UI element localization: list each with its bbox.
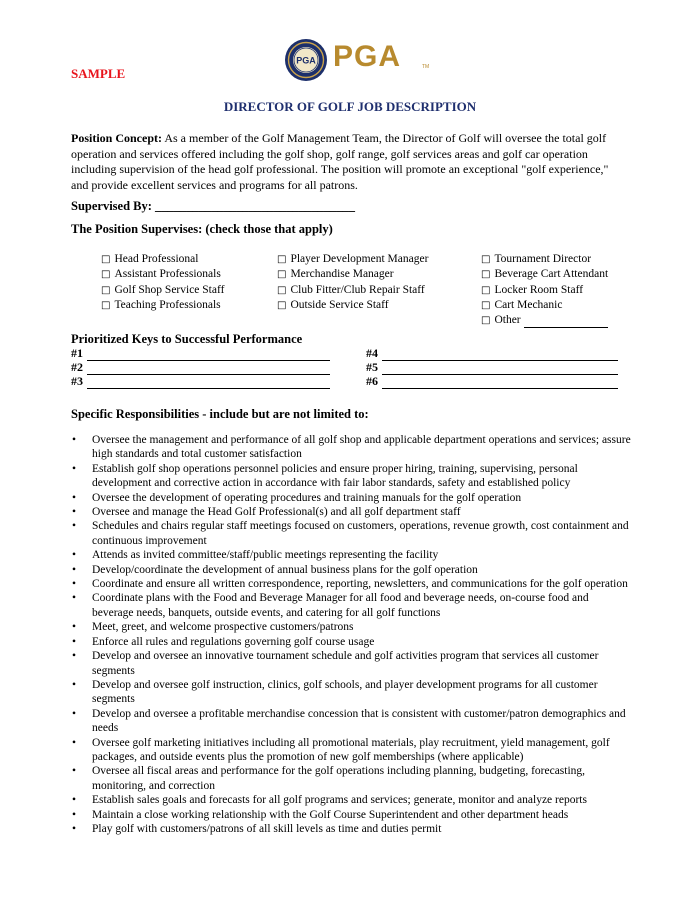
checkbox-label: Other [494,314,521,327]
key-row [71,346,330,361]
checkbox-item[interactable] [481,267,608,282]
checkbox-label: Cart Mechanic [494,298,563,311]
key-row [366,360,618,375]
seal-text: PGA [296,55,316,66]
list-item: • Attends as invited committee/staff/public meetings representing the facility [71,548,631,562]
checkbox-item[interactable] [277,298,428,313]
list-item: • Develop and oversee golf instruction, clinics, golf schools, and player development programs for all customer segments [71,678,631,707]
checkbox-label: Head Professional [114,253,199,265]
key-number: #6 [366,374,378,388]
checkbox-icon: □ [481,254,491,265]
pga-logo [283,36,433,84]
supervised-by-label: Supervised By: [71,199,152,213]
checkbox-icon: □ [101,269,111,281]
list-item: • Oversee the management and performance of all golf shop and applicable department operations and services; assure high standards and total customer satisfaction [71,433,631,462]
checkbox-icon: □ [101,299,111,311]
list-item: • Coordinate and ensure all written correspondence, reporting, newsletters, and communications for the golf operation [71,577,631,591]
checkbox-icon: □ [277,284,287,296]
list-item: • Maintain a close working relationship with the Golf Course Superintendent and other department heads [71,808,631,822]
checkbox-label: Tournament Director [494,253,592,265]
list-item: • Develop/coordinate the development of annual business plans for the golf operation [71,563,631,577]
checkbox-item[interactable] [481,252,608,267]
list-item: • Enforce all rules and regulations governing golf course usage [71,635,631,649]
checkbox-item-other[interactable] [481,313,608,328]
list-item: • Coordinate plans with the Food and Beverage Manager for all food and beverage needs, on-course food and beverage needs, banquets, outside events, and catering for all golf functions [71,591,631,620]
list-item: • Develop and oversee a profitable merchandise concession that is consistent with customer/patron demographics and needs [71,707,631,736]
list-item: • Oversee golf marketing initiatives including all promotional materials, play recruitment, yield management, golf packages, and outside events plus the promotion of new golf memberships (where applicable) [71,736,631,765]
page-title: DIRECTOR OF GOLF JOB DESCRIPTION [223,99,477,114]
checkbox-icon: □ [481,284,491,296]
list-item: • Meet, greet, and welcome prospective customers/patrons [71,620,631,634]
pga-seal-icon [283,36,329,84]
checkbox-item[interactable] [101,267,224,282]
checkbox-item[interactable] [277,283,428,298]
position-concept-text: As a member of the Golf Management Team, the Director of Golf will oversee the total golf operation and services offered including the golf shop, golf range, golf services areas and golf car operation including supervision of the head golf professional. The position will promote an exceptional "golf experience," and provide excellent services and programs for all patrons. [71,131,609,192]
list-item: • Schedules and chairs regular staff meetings focused on customers, operations, revenue growth, cost containment and continuous improvement [71,519,631,548]
key-row [366,374,618,389]
checkbox-icon: □ [277,269,287,281]
position-concept [71,131,626,193]
key-number: #5 [366,360,378,374]
list-item: • Establish sales goals and forecasts for all golf programs and services; generate, monitor and analyze reports [71,793,631,807]
checkbox-item[interactable] [101,283,224,298]
list-item: • Establish golf shop operations personnel policies and ensure proper hiring, training, supervising, personal development and corrective action in accordance with fair labor standards, safety and established policy [71,462,631,491]
checkbox-label: Outside Service Staff [290,298,389,311]
list-item: • Oversee and manage the Head Golf Professional(s) and all golf department staff [71,505,631,519]
key-number: #1 [71,346,83,360]
checkbox-item[interactable] [481,283,608,298]
checkbox-label: Club Fitter/Club Repair Staff [290,283,425,296]
checkbox-label: Beverage Cart Attendant [494,268,609,281]
checkbox-label: Merchandise Manager [290,268,394,281]
checkbox-label: Player Development Manager [290,253,429,265]
responsibilities-heading: Specific Responsibilities - include but are not limited to: [71,407,369,421]
checkbox-item[interactable] [277,252,428,267]
sample-label: SAMPLE [71,66,126,81]
key-row [366,346,618,361]
keys-heading: Prioritized Keys to Successful Performance [71,332,303,346]
list-item: • Play golf with customers/patrons of all skill levels as time and duties permit [71,822,631,836]
checkbox-label: Golf Shop Service Staff [114,283,225,296]
checkbox-icon: □ [277,299,287,311]
checkbox-icon: □ [101,254,111,265]
checkbox-item[interactable] [481,298,608,313]
checkbox-label: Teaching Professionals [114,298,221,311]
key-number: #4 [366,346,378,360]
checkbox-label: Locker Room Staff [494,283,584,296]
list-item: • Oversee the development of operating procedures and training manuals for the golf operation [71,491,631,505]
position-concept-label: Position Concept: [71,131,162,145]
checkbox-icon: □ [481,315,491,327]
checkbox-icon: □ [481,269,491,281]
checkbox-label: Assistant Professionals [114,268,221,281]
list-item: • Oversee all fiscal areas and performance for the golf operations including planning, budgeting, forecasting, monitoring, and correction [71,764,631,793]
key-number: #3 [71,374,83,388]
checkbox-icon: □ [277,254,287,265]
pga-wordmark: PGA [333,40,402,73]
key-blank-line[interactable] [87,377,330,389]
supervises-column-1 [101,252,224,313]
supervises-column-3 [481,252,608,328]
checkbox-item[interactable] [101,298,224,313]
checkbox-icon: □ [481,299,491,311]
key-blank-line[interactable] [382,377,618,389]
checkbox-item[interactable] [277,267,428,282]
responsibilities-list [71,433,631,836]
trademark: TM [422,64,430,70]
checkbox-item[interactable] [101,252,224,267]
supervised-by-blank: ________________________________ [151,199,356,213]
supervises-heading: The Position Supervises: (check those that apply) [71,222,333,236]
supervised-by [71,199,355,214]
checkbox-icon: □ [101,284,111,296]
key-row [71,374,330,389]
key-row [71,360,330,375]
key-number: #2 [71,360,83,374]
other-blank-line[interactable] [524,317,608,328]
supervises-column-2 [277,252,428,313]
list-item: • Develop and oversee an innovative tournament schedule and golf activities program that services all customer segments [71,649,631,678]
